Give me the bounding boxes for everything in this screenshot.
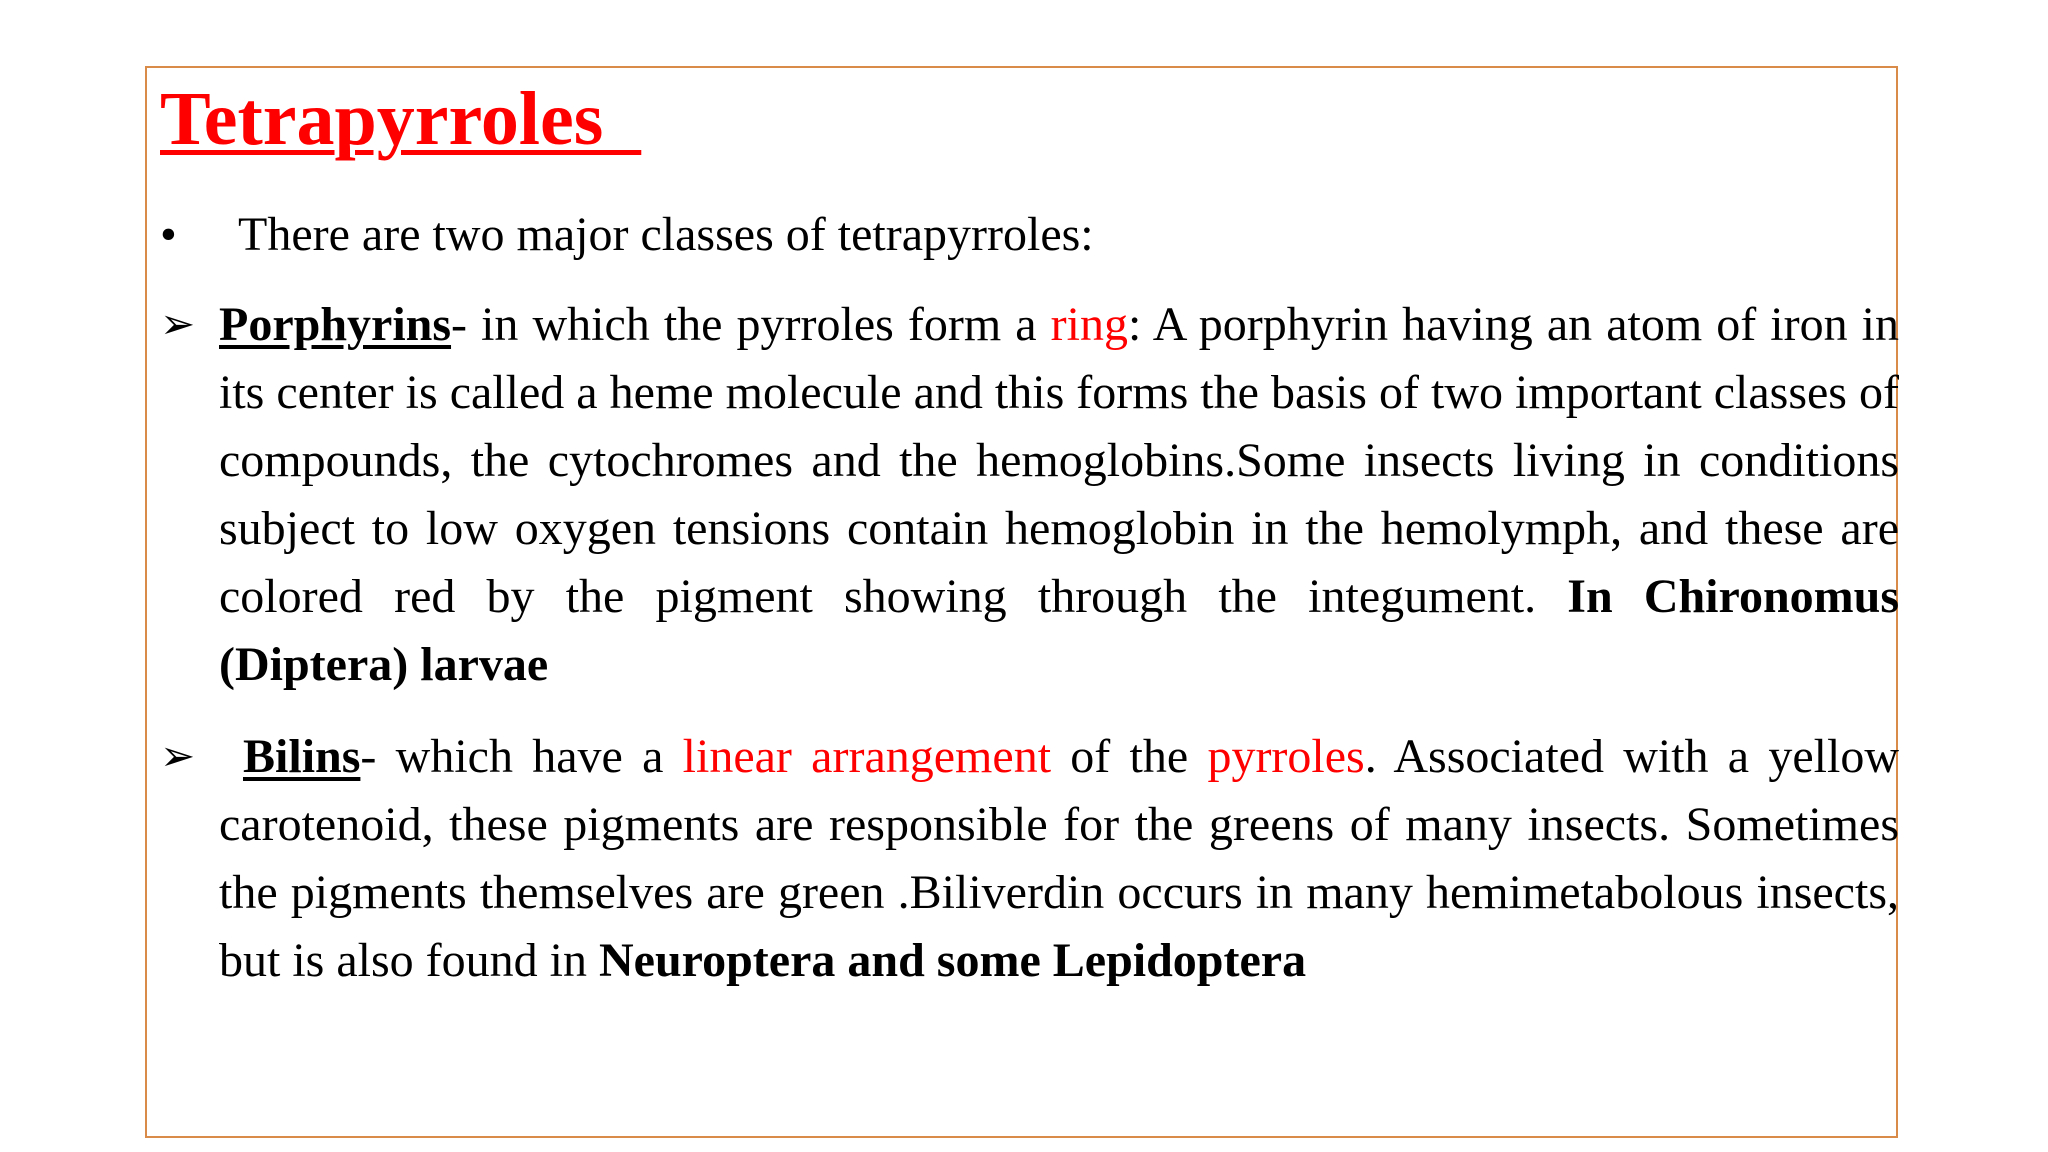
intro-text: There are two major classes of tetrapyrroles: <box>238 208 1094 261</box>
bilins-term: Bilins <box>243 730 361 783</box>
porphyrins-highlight-ring: ring <box>1050 298 1128 351</box>
bilins-text-1: - which have a <box>360 730 683 783</box>
porphyrins-term-text: Porphyrins <box>219 298 452 351</box>
bilins-highlight-pyrroles: pyrroles <box>1207 730 1365 783</box>
porphyrins-bold-tail: In Chironomus (Diptera) larvae <box>219 570 1900 691</box>
porphyrins-text-1: - in which the pyrroles form a <box>451 298 1051 351</box>
bilins-text-2: of the <box>1051 730 1208 783</box>
porphyrins-text-2: : A porphyrin having an atom of iron in its center is called a heme molecule and this forms the basis of two important classes of compounds, the cytochromes and the hemoglobins.Some insects living in conditions subject to low oxygen tensions contain hemoglobin in the hemolymph, and these are colored red by the pigment showing through the integument. <box>219 298 1899 623</box>
intro-bullet <box>160 205 1094 265</box>
porphyrins-paragraph <box>219 291 1899 699</box>
porphyrins-term <box>219 298 451 351</box>
arrow-bullet-icon: ➢ <box>160 734 196 780</box>
slide-title: Tetrapyrroles <box>160 77 642 161</box>
bilins-text-3: . Associated with a yellow carotenoid, these pigments are responsible for the greens of many insects. Sometimes the pigments themselves are green .Biliverdin occurs in many hemimetabolous insects, but is also found in <box>219 730 1900 987</box>
bilins-paragraph <box>219 723 1899 995</box>
bilins-bold-tail: Neuroptera and some Lepidoptera <box>599 934 1307 987</box>
bilins-highlight-linear: linear arrangement <box>682 730 1052 783</box>
bullet-dot: • <box>160 208 177 261</box>
arrow-bullet-icon: ➢ <box>160 302 196 348</box>
